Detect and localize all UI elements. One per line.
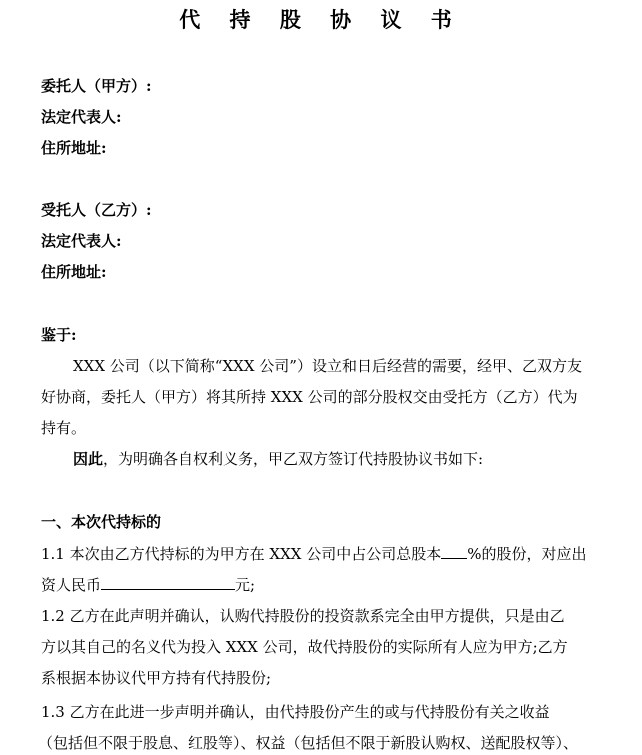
party-a-legal-rep-label: 法定代表人: (41, 108, 122, 126)
clause-1-1-text-d: 元; (235, 576, 256, 594)
capital-amount-blank (101, 574, 235, 590)
party-b-address-label: 住所地址: (41, 263, 107, 281)
whereas-heading: 鉴于: (41, 326, 77, 344)
clause-1-1-text-b: %的股份，对应出 (467, 545, 587, 563)
share-percent-blank (441, 543, 467, 559)
party-b-client-label: 受托人（乙方）: (41, 201, 152, 219)
clause-1-3-line: 1.3 乙方在此进一步声明并确认，由代持股份产生的或与代持股份有关之收益 (41, 703, 550, 721)
clause-1-3-line: （包括但不限于股息、红股等）、权益（包括但不限于新股认购权、送配股权等）、 (38, 734, 579, 752)
clause-1-2-line: 1.2 乙方在此声明并确认，认购代持股份的投资款系完全由甲方提供，只是由乙 (41, 607, 565, 625)
whereas-paragraph-line: 持有。 (41, 419, 87, 437)
whereas-paragraph-line: 好协商，委托人（甲方）将其所持 XXX 公司的部分股权交由受托方（乙方）代为 (41, 388, 578, 406)
therefore-text: ，为明确各自权利义务，甲乙双方签订代持股协议书如下: (103, 450, 484, 468)
clause-1-2-line: 系根据本协议代甲方持有代持股份; (41, 669, 272, 687)
therefore-keyword: 因此 (73, 450, 104, 468)
section-1-heading: 一、本次代持标的 (41, 513, 162, 531)
party-a-address-label: 住所地址: (41, 139, 107, 157)
clause-1-1-line (41, 543, 586, 564)
party-a-client-label: 委托人（甲方）: (41, 77, 152, 95)
clause-1-2-line: 方以其自己的名义代为投入 XXX 公司，故代持股份的实际所有人应为甲方;乙方 (41, 638, 568, 656)
whereas-paragraph-line: XXX 公司（以下简称“XXX 公司”）设立和日后经营的需要，经甲、乙双方友 (73, 357, 582, 375)
clause-1-1-line (41, 574, 255, 595)
party-b-legal-rep-label: 法定代表人: (41, 232, 122, 250)
clause-1-1-text-c: 资人民币 (41, 576, 102, 594)
clause-1-1-text-a: 1.1 本次由乙方代持标的为甲方在 XXX 公司中占公司总股本 (41, 545, 442, 563)
therefore-paragraph (73, 449, 483, 469)
document-title: 代 持 股 协 议 书 (179, 7, 463, 32)
